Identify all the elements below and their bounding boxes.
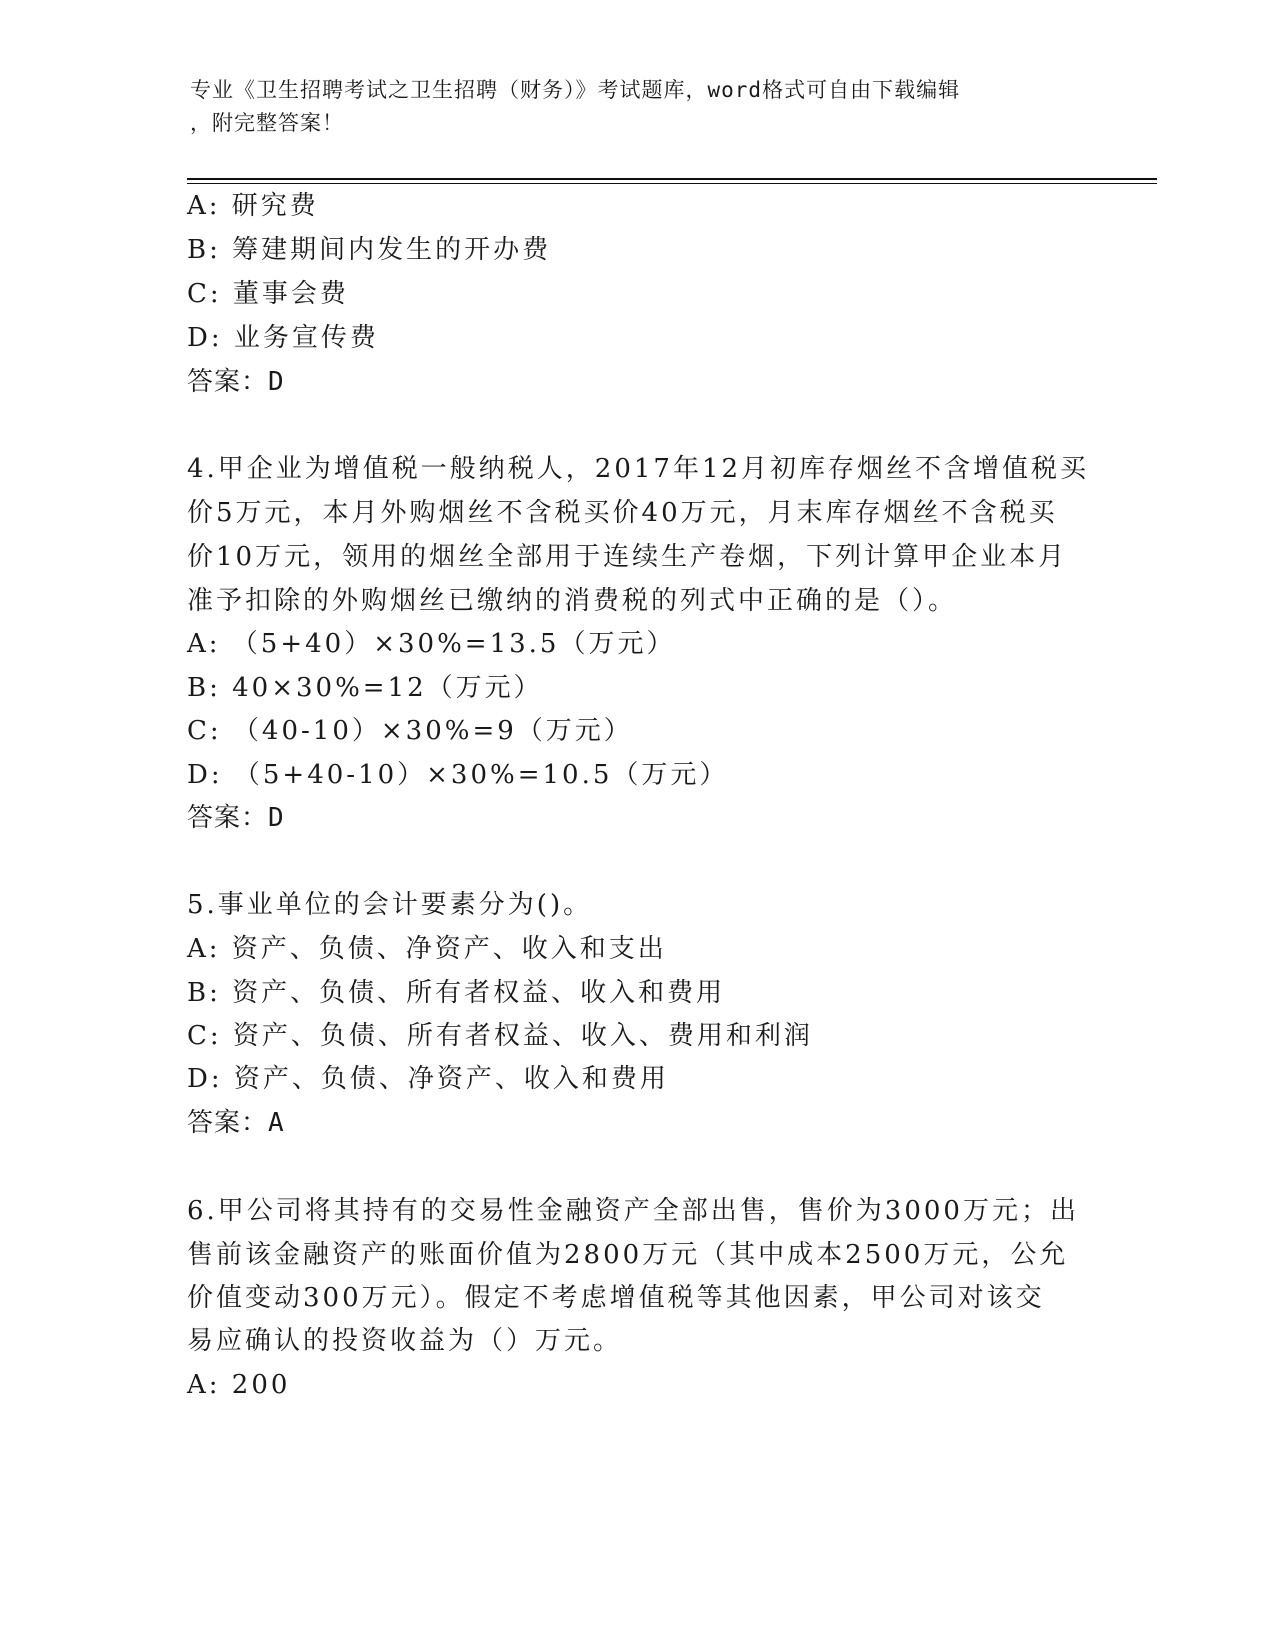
q4-stem-line-2: 价5万元，本月外购烟丝不含税买价40万元，月末库存烟丝不含税买	[187, 498, 1058, 528]
q6-stem-line-4: 易应确认的投资收益为（）万元。	[187, 1326, 623, 1356]
q5-option-d: D: 资产、负债、净资产、收入和费用	[187, 1064, 669, 1094]
q4-stem-line-4: 准予扣除的外购烟丝已缴纳的消费税的列式中正确的是（）。	[187, 586, 958, 616]
q6-option-a: A: 200	[187, 1370, 291, 1400]
q5-stem-line-1: 5.事业单位的会计要素分为()。	[187, 890, 593, 920]
q6-stem-line-1: 6.甲公司将其持有的交易性金融资产全部出售，售价为3000万元；出	[187, 1196, 1079, 1226]
header-line-1: 专业《卫生招聘考试之卫生招聘（财务）》考试题库，word格式可自由下载编辑	[190, 78, 961, 102]
q4-answer	[187, 801, 285, 835]
answer-value: D	[268, 367, 285, 397]
q5-answer	[187, 1106, 285, 1140]
q3-answer	[187, 365, 285, 399]
q3-option-a: A: 研究费	[187, 191, 319, 221]
q5-option-c: C: 资产、负债、所有者权益、收入、费用和利润	[187, 1021, 813, 1051]
answer-label: 答案：	[187, 803, 269, 833]
answer-label: 答案：	[187, 367, 269, 397]
q5-option-a: A: 资产、负债、净资产、收入和支出	[187, 934, 667, 964]
header-line-2: ，附完整答案！	[190, 111, 344, 135]
q3-option-b: B: 筹建期间内发生的开办费	[187, 235, 552, 265]
header-divider-thin	[187, 183, 1157, 184]
q4-option-c: C: （40-10）×30%=9（万元）	[187, 716, 633, 746]
q4-stem-line-1: 4.甲企业为增值税一般纳税人，2017年12月初库存烟丝不含增值税买	[187, 454, 1090, 484]
answer-value: D	[268, 803, 285, 833]
q6-stem-line-2: 售前该金融资产的账面价值为2800万元（其中成本2500万元，公允	[187, 1240, 1069, 1270]
q3-option-d: D: 业务宣传费	[187, 323, 379, 353]
header-divider-thick	[187, 178, 1157, 180]
q4-stem-line-3: 价10万元，领用的烟丝全部用于连续生产卷烟，下列计算甲企业本月	[187, 542, 1068, 572]
q6-stem-line-3: 价值变动300万元）。假定不考虑增值税等其他因素，甲公司对该交	[187, 1283, 1045, 1313]
answer-value: A	[268, 1108, 285, 1138]
q5-option-b: B: 资产、负债、所有者权益、收入和费用	[187, 978, 726, 1008]
document-header	[190, 74, 1090, 140]
q4-option-b: B: 40×30%=12（万元）	[187, 673, 543, 703]
answer-label: 答案：	[187, 1108, 269, 1138]
q4-option-a: A: （5+40）×30%=13.5（万元）	[187, 629, 676, 659]
q4-option-d: D: （5+40-10）×30%=10.5（万元）	[187, 760, 729, 790]
q3-option-c: C: 董事会费	[187, 279, 349, 309]
